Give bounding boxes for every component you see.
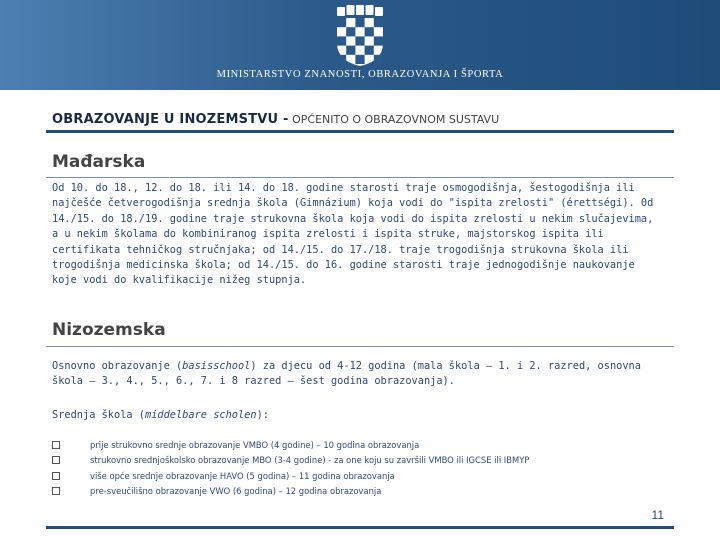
- checkbox-bullet-icon: [52, 472, 60, 480]
- list-item-text: pre-sveučilišno obrazovanje VWO (6 godina) – 12 godina obrazovanja: [90, 486, 382, 497]
- footer-divider: [46, 526, 674, 529]
- heading-hungary: Mađarska: [52, 152, 146, 172]
- list-item-text: više opće srednje obrazovanje HAVO (5 godina) – 11 godina obrazovanja: [90, 470, 395, 481]
- primary-text-a: Osnovno obrazovanje (: [52, 360, 183, 372]
- list-item: [52, 468, 672, 484]
- secondary-text-a: Srednja škola (: [52, 409, 145, 421]
- netherlands-secondary-intro: [52, 408, 662, 423]
- secondary-text-b: ):: [256, 409, 269, 421]
- primary-term: basisschool: [182, 360, 251, 372]
- header-band: [0, 0, 720, 90]
- heading-netherlands: Nizozemska: [52, 320, 166, 340]
- topic-sub: OPĆENITO O OBRAZOVNOM SUSTAVU: [288, 113, 500, 126]
- croatian-coat-of-arms-icon: [333, 5, 387, 67]
- topic-main: OBRAZOVANJE U INOZEMSTVU -: [52, 112, 289, 127]
- secondary-term: middelbare scholen: [145, 409, 257, 421]
- hungary-paragraph: Od 10. do 18., 12. do 18. ili 14. do 18. godine starosti traje osmogodišnja, šestogodišnja ili najčešće četverogodišnja srednja škola (Gimnázium) koja vodi do "ispita zrelosti" (érettségi). 0d 14./15. do 18./19. godine traje strukovna škola koja vodi do ispita zrelosti u nekim slučajevima, a u nekim školama do kombiniranog ispita zrelosti i ispita struke, majstorskog ispita ili certifikata tehničkog stručnjaka; od 14./15. do 17./18. traje trogodišnja strukovna škola ili trogodišnja medicinska škola; od 14./15. do 16. godine starosti traje jednogodišnje naukovanje koje vodi do kvalifikacije nižeg stupnja.: [52, 182, 654, 287]
- secondary-school-list: [52, 437, 672, 499]
- checkbox-bullet-icon: [52, 441, 60, 449]
- ministry-name: MINISTARSTVO ZNANOSTI, OBRAZOVANJA I ŠPORTA: [216, 69, 504, 80]
- page-number: 11: [651, 508, 664, 522]
- checkbox-bullet-icon: [52, 487, 60, 495]
- list-item: [52, 437, 672, 453]
- list-item-text: prije strukovno srednje obrazovanje VMBO (4 godine) – 10 godina obrazovanja: [90, 439, 420, 450]
- list-item-text: strukovno srednjoškolsko obrazovanje MBO (3-4 godine) - za one koju su završili VMBO ili IGCSE ili IBMYP: [90, 455, 530, 466]
- slide-topic: [52, 108, 499, 127]
- netherlands-primary-paragraph: [52, 359, 662, 390]
- checkbox-bullet-icon: [52, 456, 60, 464]
- primary-text-b: ) za djecu od 4-12 godina (mala škola – 1. i 2. razred, osnovna škola – 3., 4., 5., 6., 7. i 8 razred – šest godina obrazovanja).: [52, 360, 641, 388]
- section-divider: [46, 346, 674, 347]
- topic-divider: [46, 130, 674, 133]
- section-divider: [46, 177, 674, 178]
- list-item: [52, 484, 672, 500]
- list-item: [52, 453, 672, 469]
